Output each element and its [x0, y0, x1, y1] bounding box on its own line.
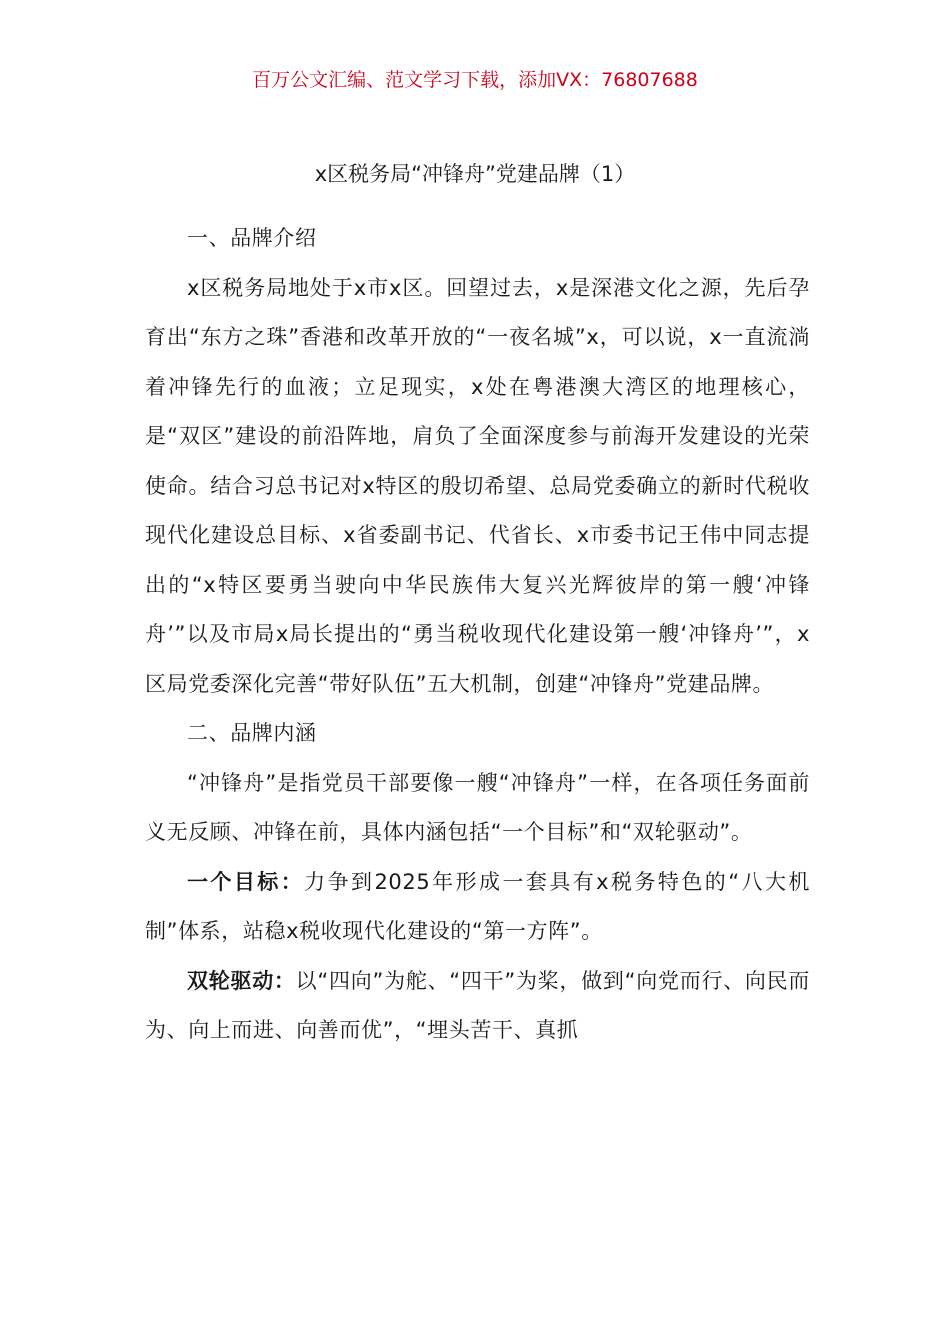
paragraph-brand-meaning: “冲锋舟”是指党员干部要像一艘“冲锋舟”一样，在各项任务面前义无反顾、冲锋在前，具体内涵包括“一个目标”和“双轮驱动”。 [145, 770, 810, 844]
paragraph-brand-intro: x区税务局地处于x市x区。回望过去，x是深港文化之源，先后孕育出“东方之珠”香港和改革开放的“一夜名城”x，可以说，x一直流淌着冲锋先行的血液；立足现实，x处在粤港澳大湾区的地理核心，是“双区”建设的前沿阵地，肩负了全面深度参与前海开发建设的光荣使命。结合习总书记对x特区的殷切希望、总局党委确立的新时代税收现代化建设总目标、x省委副书记、代省长、x市委书记王伟中同志提出的“x特区要勇当驶向中华民族伟大复兴光辉彼岸的第一艘‘冲锋舟’”以及市局x局长提出的“勇当税收现代化建设第一艘‘冲锋舟’”，x区局党委深化完善“带好队伍”五大机制，创建“冲锋舟”党建品牌。 [145, 275, 810, 696]
goal-label: 一个目标： [187, 869, 305, 894]
header-banner: 百万公文汇编、范文学习下载，添加VX：76807688 [252, 69, 698, 91]
document-body [145, 214, 810, 1056]
dual-drive-label: 双轮驱动： [187, 968, 296, 993]
document-title: x区税务局“冲锋舟”党建品牌（1） [314, 162, 636, 186]
paragraph-dual-drive [145, 957, 810, 1056]
section-heading-brand-meaning: 二、品牌内涵 [187, 721, 317, 745]
section-heading-brand-intro: 一、品牌介绍 [187, 226, 317, 250]
goal-text: 力争到2025年形成一套具有x税务特色的“八大机制”体系，站稳x税收现代化建设的“第一方阵”。 [145, 869, 810, 943]
dual-drive-text: 以“四向”为舵、“四干”为桨，做到“向党而行、向民而为、向上而进、向善而优”，“埋头苦干、真抓 [145, 968, 810, 1042]
paragraph-goal [145, 858, 810, 957]
